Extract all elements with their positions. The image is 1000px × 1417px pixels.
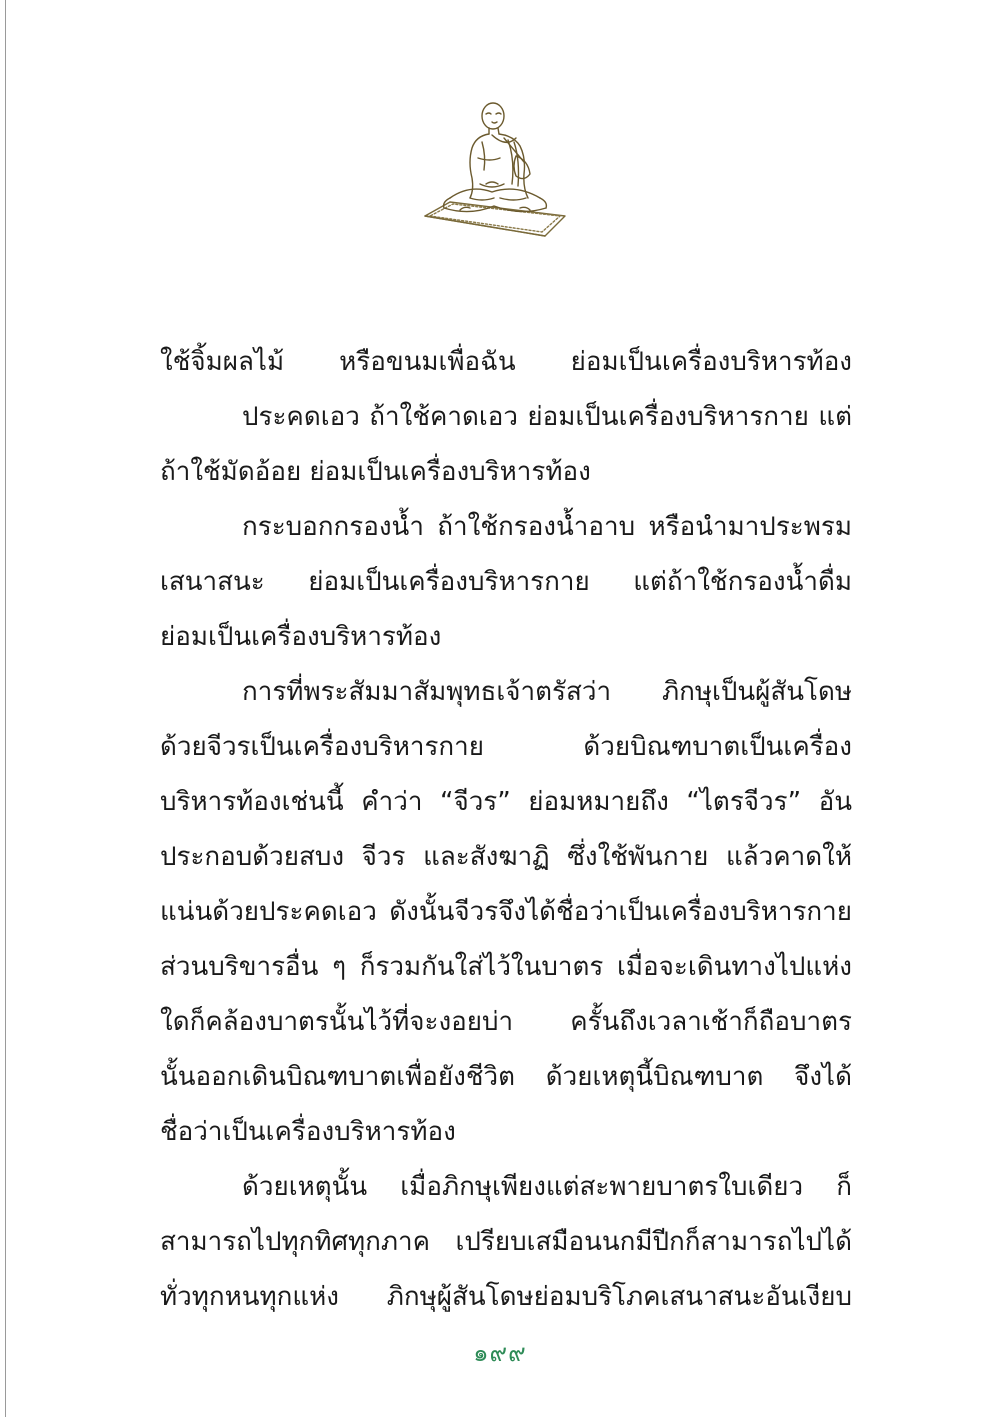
text-line: นั้นออกเดินบิณฑบาตเพื่อยังชีวิต ด้วยเหตุนี้บิณฑบาต จึงได้ xyxy=(160,1062,852,1092)
text-line: ใดก็คล้องบาตรนั้นไว้ที่จะงอยบ่า ครั้นถึงเวลาเช้าก็ถือบาตร xyxy=(160,1007,852,1037)
text-line: การที่พระสัมมาสัมพุทธเจ้าตรัสว่า ภิกษุเป็นผู้สันโดษ xyxy=(242,677,852,707)
body-text xyxy=(160,335,852,1325)
page-number: ๑๙๙ xyxy=(473,1339,527,1367)
text-line: แน่นด้วยประคดเอว ดังนั้นจีวรจึงได้ชื่อว่าเป็นเครื่องบริหารกาย xyxy=(160,897,852,927)
text-line: บริหารท้องเช่นนี้ คำว่า “จีวร” ย่อมหมายถึง “ไตรจีวร” อัน xyxy=(160,787,852,817)
text-line: ใช้จิ้มผลไม้ หรือขนมเพื่อฉัน ย่อมเป็นเครื่องบริหารท้อง xyxy=(160,347,852,377)
seated-monk-icon xyxy=(420,98,570,243)
text-line: กระบอกกรองน้ำ ถ้าใช้กรองน้ำอาบ หรือนำมาประพรม xyxy=(242,512,852,542)
text-line: สามารถไปทุกทิศทุกภาค เปรียบเสมือนนกมีปีกก็สามารถไปได้ xyxy=(160,1227,852,1257)
page-edge-rule xyxy=(5,0,6,1417)
text-line: ประกอบด้วยสบง จีวร และสังฆาฏิ ซึ่งใช้พันกาย แล้วคาดให้ xyxy=(160,842,852,872)
text-line: ถ้าใช้มัดอ้อย ย่อมเป็นเครื่องบริหารท้อง xyxy=(160,457,591,487)
text-line: ด้วยจีวรเป็นเครื่องบริหารกาย ด้วยบิณฑบาตเป็นเครื่อง xyxy=(160,732,852,762)
text-line: ย่อมเป็นเครื่องบริหารท้อง xyxy=(160,622,442,652)
text-line: ส่วนบริขารอื่น ๆ ก็รวมกันใส่ไว้ในบาตร เมื่อจะเดินทางไปแห่ง xyxy=(160,952,852,982)
text-line: ประคดเอว ถ้าใช้คาดเอว ย่อมเป็นเครื่องบริหารกาย แต่ xyxy=(242,402,852,432)
text-line: ด้วยเหตุนั้น เมื่อภิกษุเพียงแต่สะพายบาตรใบเดียว ก็ xyxy=(242,1172,852,1202)
text-line: เสนาสนะ ย่อมเป็นเครื่องบริหารกาย แต่ถ้าใช้กรองน้ำดื่ม xyxy=(160,567,852,597)
text-line: ชื่อว่าเป็นเครื่องบริหารท้อง xyxy=(160,1117,456,1147)
text-line: ทั่วทุกหนทุกแห่ง ภิกษุผู้สันโดษย่อมบริโภคเสนาสนะอันเงียบ xyxy=(160,1282,852,1312)
